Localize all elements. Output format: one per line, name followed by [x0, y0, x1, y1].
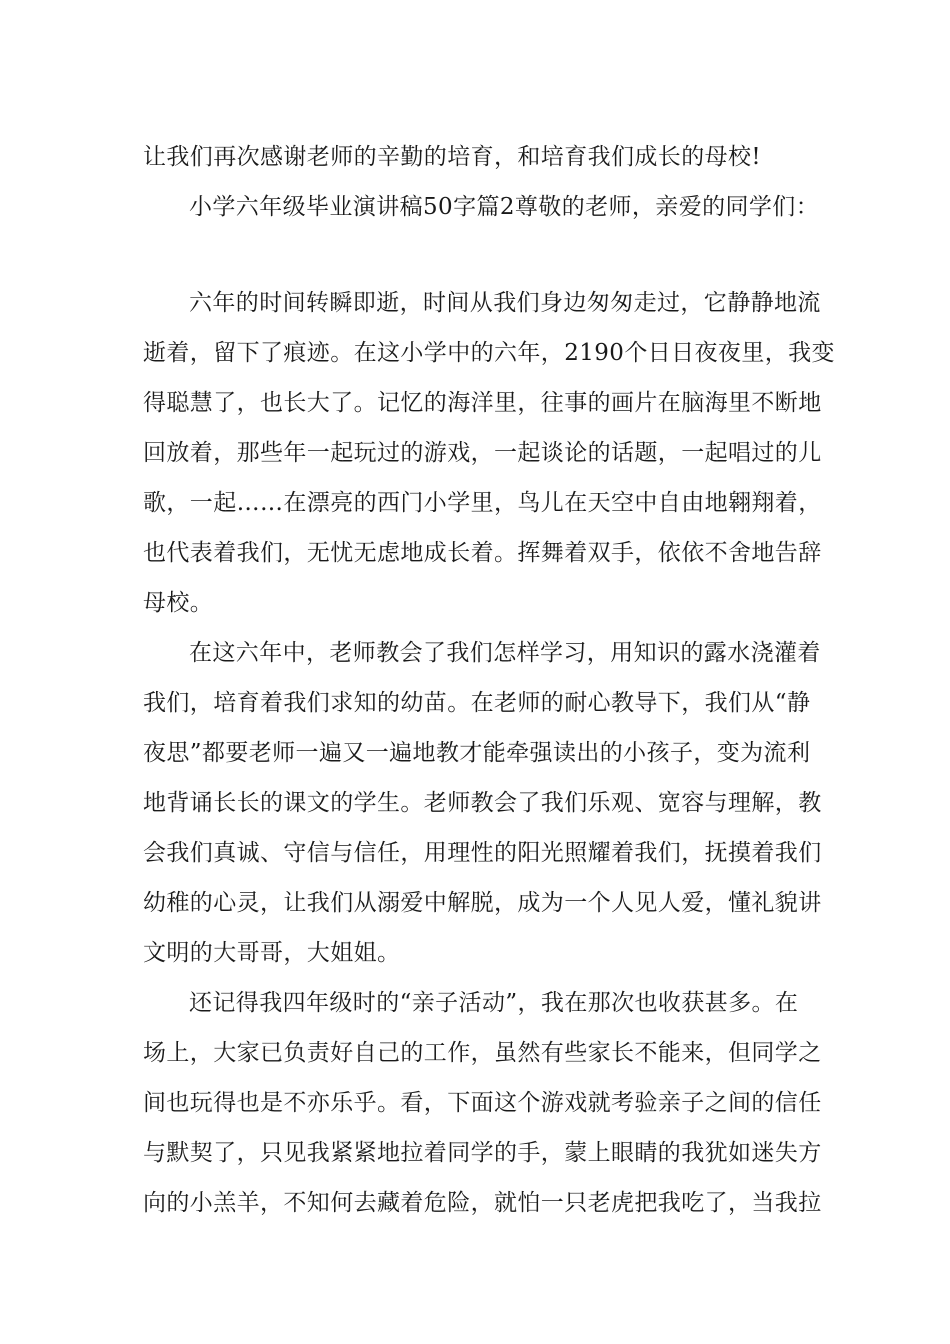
text-line: 回放着，那些年一起玩过的游戏，一起谈论的话题，一起唱过的儿	[143, 440, 822, 466]
text-line: 六年的时间转瞬即逝，时间从我们身边匆匆走过，它静静地流	[189, 290, 821, 316]
text-line: 场上，大家已负责好自己的工作，虽然有些家长不能来，但同学之	[143, 1040, 822, 1066]
section-heading-line: 小学六年级毕业演讲稿50字篇2尊敬的老师，亲爱的同学们：	[189, 194, 820, 220]
text-line: 夜思”都要老师一遍又一遍地教才能牵强读出的小孩子，变为流利	[143, 740, 811, 766]
text-line: 文明的大哥哥，大姐姐。	[143, 940, 401, 966]
text-line: 我们，培育着我们求知的幼苗。在老师的耐心教导下，我们从“静	[143, 690, 811, 716]
text-line: 地背诵长长的课文的学生。老师教会了我们乐观、宽容与理解，教	[143, 790, 822, 816]
text-line: 逝着，留下了痕迹。在这小学中的六年，2190个日日夜夜里，我变	[143, 340, 835, 366]
text-line: 还记得我四年级时的“亲子活动”，我在那次也收获甚多。在	[189, 990, 799, 1016]
blank-space	[143, 232, 808, 278]
text-line: 母校。	[143, 590, 214, 616]
text-line: 也代表着我们，无忧无虑地成长着。挥舞着双手，依依不舍地告辞	[143, 540, 822, 566]
paragraph-2	[143, 628, 822, 978]
text-line: 会我们真诚、守信与信任，用理性的阳光照耀着我们，抚摸着我们	[143, 840, 822, 866]
paragraph-3	[143, 978, 822, 1228]
text-line: 在这六年中，老师教会了我们怎样学习，用知识的露水浇灌着	[189, 640, 821, 666]
text-line: 间也玩得也是不亦乐乎。看，下面这个游戏就考验亲子之间的信任	[143, 1090, 822, 1116]
paragraph-1	[143, 278, 835, 628]
text-line: 向的小羔羊，不知何去藏着危险，就怕一只老虎把我吃了，当我拉	[143, 1190, 822, 1216]
text-line: 与默契了，只见我紧紧地拉着同学的手，蒙上眼睛的我犹如迷失方	[143, 1140, 822, 1166]
document-body	[143, 132, 835, 1228]
text-line: 幼稚的心灵，让我们从溺爱中解脱，成为一个人见人爱，懂礼貌讲	[143, 890, 822, 916]
text-line: 让我们再次感谢老师的辛勤的培育，和培育我们成长的母校!	[143, 144, 762, 170]
text-line: 歌，一起……在漂亮的西门小学里，鸟儿在天空中自由地翱翔着，	[143, 490, 822, 516]
text-line: 得聪慧了，也长大了。记忆的海洋里，往事的画片在脑海里不断地	[143, 390, 822, 416]
